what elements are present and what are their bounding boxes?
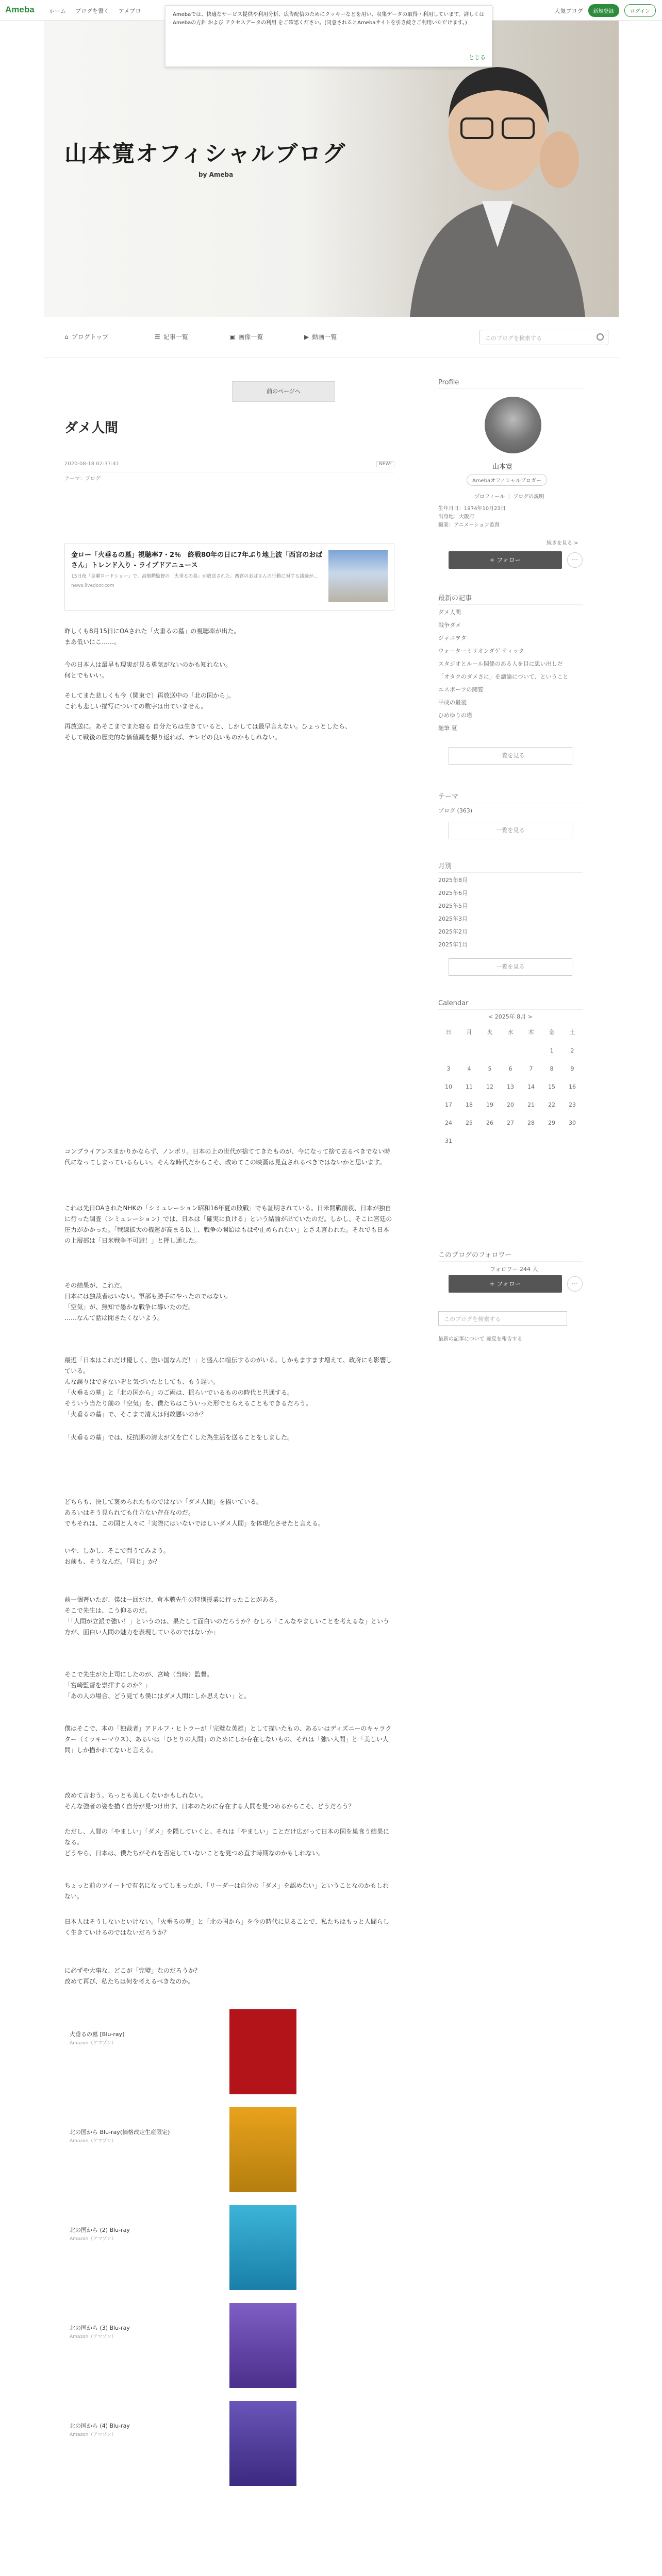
calendar-weekday: 土	[569, 1029, 575, 1036]
product-title: 北の国から (3) Blu-ray	[70, 2325, 130, 2331]
calendar-day[interactable]: 11	[466, 1083, 473, 1090]
news-desc: 15日夜「金曜ロードショー」で、高畑勲監督の「火垂るの墓」が放送された。西宮のおばさんの行動に対する議論が...	[71, 574, 318, 579]
followers-heading: このブログのフォロワー	[438, 1249, 583, 1262]
cookie-text: Amebaでは、快適なサービス提供や利用分析、広告配信のためにクッキーなどを用い、収集データの取得・利用しています。詳しくは Amebaの方針 および アクセスデータの利用 をご確認ください。(同意されるとAmebaサイトを引き続きご利用いただけます。)	[173, 12, 485, 26]
product-image	[229, 2303, 296, 2388]
calendar-day	[521, 1047, 541, 1054]
calendar-day[interactable]: 16	[569, 1083, 576, 1090]
entry-theme[interactable]: テーマ：ブログ	[64, 476, 101, 482]
product-seller: Amazon（アマゾン）	[70, 2236, 117, 2242]
product-card[interactable]	[64, 2009, 302, 2102]
follow-button[interactable]: + フォロー	[449, 551, 562, 569]
paragraph: 最近「日本はこれだけ優しく、強い国なんだ！」と盛んに喧伝するのがいる。しかもますます増えて、政府にも影響している。 んな誤りはできないぞと気づいたとしても、もう遅い。 「火垂るの墓」と「北の国から」のご両は、揺らいでいるものの時代と共通する。 そういう当たり前の「空気」を、僕たちはこういった形でとらえることもできるだろう。 「火垂るの墓」で、そこまで清太は何故悪いのか？	[64, 1357, 392, 1418]
calendar-day[interactable]: 12	[486, 1083, 493, 1090]
recent-item[interactable]: 「オタクのダメさに」を議論について、ということ	[438, 673, 569, 680]
paragraph: そしてまた悲しくも今（関東で）再放送中の「北の国から」。 これも悲しい描写についての数字は出ていません。	[64, 692, 235, 710]
header-search-input[interactable]	[479, 330, 608, 345]
month-item[interactable]: 2025年6月	[438, 890, 468, 896]
prev-page-button[interactable]: 前のページへ	[232, 381, 335, 402]
nav-articles[interactable]	[155, 332, 188, 341]
recent-item[interactable]: スタジオとルール関係のある人を目に思い出しだ	[438, 660, 563, 667]
entry-date: 2020-08-18 02:37:41	[64, 461, 120, 467]
top-nav-ameblo[interactable]: アメブロ	[119, 8, 141, 14]
paragraph: 「火垂るの墓」では、反抗期の清太が父を亡くした為生活を送ることをしました。	[64, 1434, 294, 1441]
follow-button-2[interactable]: + フォロー	[449, 1275, 562, 1293]
nav-videos-label: 動画一覧	[312, 333, 337, 341]
recent-heading: 最新の記事	[438, 592, 583, 605]
calendar-day[interactable]: 3	[446, 1065, 451, 1072]
months-more-button[interactable]: 一覧を見る	[449, 958, 572, 976]
avatar[interactable]	[485, 397, 541, 453]
paragraph: 今の日本人は最早も現実が見る勇気がないのかも知れない。 何とでもいい。	[64, 661, 232, 679]
calendar-day[interactable]: 30	[569, 1120, 576, 1126]
calendar-day[interactable]: 31	[445, 1138, 452, 1144]
paragraph: ちょっと前のツイートで有名になってしまったが、「リーダーは自分の「ダメ」を認めない」ということなのかもしれない。	[64, 1882, 389, 1900]
nav-articles-label: 記事一覧	[163, 333, 188, 341]
calendar-day	[500, 1047, 521, 1054]
sidebar-search-input[interactable]: このブログを検索する	[438, 1311, 567, 1326]
top-right	[555, 4, 656, 17]
paragraph: 僕はそこで、本の「独裁者」アドルフ・ヒトラーが「完璧な英雄」として描いたもの、あるいはディズニーのキャラクター（ミッキーマウス）、あるいは「ひとりの人間」のためにしか存在しないもの、それは「強い人間」と「美しい人間」しか描かれてないと言える。	[64, 1725, 392, 1754]
calendar-heading: Calendar	[438, 999, 583, 1010]
image-icon: ▣	[229, 333, 236, 341]
entry-meta	[64, 461, 394, 472]
calendar-day[interactable]: 1	[550, 1047, 554, 1054]
calendar-day[interactable]: 9	[570, 1065, 574, 1072]
paragraph: いや、しかし、そこで問うてみよう。 お前も、そうなんだ。「同じ」か？	[64, 1547, 170, 1565]
month-item[interactable]: 2025年8月	[438, 877, 468, 884]
calendar-day	[459, 1047, 479, 1054]
paragraph: 日本人はそうしないといけない。「火垂るの墓」と「北の国から」を今の時代に見ることで、私たちはもっと人間らしく生きていけるのではないだろうか？	[64, 1918, 389, 1936]
nav-blog-top[interactable]	[64, 332, 108, 341]
profile-bio: 生年月日：1974年10月23日 出身地：大阪府 職業：アニメーション監督	[438, 506, 506, 528]
top-nav-write[interactable]: ブログを書く	[75, 8, 109, 14]
calendar-day[interactable]: 7	[529, 1065, 533, 1072]
cookie-notice	[165, 5, 492, 67]
search-icon[interactable]	[597, 333, 604, 341]
calendar-day[interactable]: 8	[550, 1065, 554, 1072]
calendar-day[interactable]: 22	[548, 1101, 555, 1108]
profile-links[interactable]: プロフィール ｜ ブログの説明	[474, 494, 544, 500]
top-nav	[49, 7, 141, 15]
theme-heading: テーマ	[438, 791, 583, 803]
nav-videos[interactable]	[304, 332, 337, 341]
header-search-placeholder: このブログを検索する	[485, 335, 542, 342]
calendar-day	[438, 1047, 459, 1054]
ameba-logo[interactable]: Ameba	[5, 5, 35, 14]
calendar-weekday: 火	[487, 1029, 493, 1036]
month-item[interactable]: 2025年1月	[438, 941, 468, 948]
calendar-day[interactable]: 27	[507, 1120, 514, 1126]
recent-item[interactable]: 戦争ダメ	[438, 622, 461, 629]
calendar-day[interactable]: 17	[445, 1101, 452, 1108]
news-thumbnail	[328, 550, 388, 602]
register-button[interactable]: 新規登録	[588, 4, 619, 17]
recent-item[interactable]: エスポーツの閲覧	[438, 686, 484, 693]
calendar-title[interactable]: < 2025年 8月 >	[488, 1013, 533, 1020]
report-link[interactable]: 最新の記事について 違反を報告する	[438, 1336, 522, 1342]
profile-name[interactable]: 山本寛	[492, 463, 513, 471]
recent-item[interactable]: 平成の最後	[438, 699, 467, 706]
calendar-day[interactable]: 26	[486, 1120, 493, 1126]
entry-title: ダメ人間	[64, 420, 119, 436]
calendar-day[interactable]: 29	[548, 1120, 555, 1126]
product-title: 火垂るの墓 [Blu-ray]	[70, 2031, 125, 2038]
product-seller: Amazon（アマゾン）	[70, 2139, 117, 2144]
product-image	[229, 2009, 296, 2094]
month-item[interactable]: 2025年2月	[438, 928, 468, 935]
recent-item[interactable]: ひめゆりの塔	[438, 712, 472, 719]
paragraph: 昨しくも8月15日にOAされた「火垂るの墓」の視聴率が出た。 まあ低いにこ……。	[64, 628, 240, 646]
product-seller: Amazon（アマゾン）	[70, 2432, 117, 2437]
list-icon: ☰	[155, 333, 160, 341]
news-title: 金ロー「火垂るの墓」視聴率7・2％ 終戦80年の日に7年ぶり地上波「西宮のおばさん」トレンド入り - ライブドアニュース	[71, 551, 323, 569]
recent-item[interactable]: ジャニヲタ	[438, 635, 467, 641]
product-image	[229, 2107, 296, 2192]
calendar-day[interactable]: 13	[507, 1083, 514, 1090]
calendar-day[interactable]: 4	[467, 1065, 471, 1072]
calendar-day[interactable]: 14	[527, 1083, 535, 1090]
calendar-day[interactable]: 25	[466, 1120, 473, 1126]
popular-blogs-link[interactable]: 人気ブログ	[554, 7, 583, 14]
product-card[interactable]	[64, 2303, 302, 2396]
paragraph: 改めて言おう。ちっとも美しくないかもしれない。 そんな強者の姿を描く自分が見つけ出す、日本のために存在する人間を見つめるからこそ、どうだろう？	[64, 1792, 355, 1810]
calendar-day[interactable]: 18	[466, 1101, 473, 1108]
paragraph: ただし、人間の「やましい」「ダメ」を隠していくと、それは「やましい」ことだけ広がって日本の国を巣食う結果になる。 どうやら、日本は、僕たちがそれを否定していないことを見つめ直す時期なのかもしれない。	[64, 1828, 390, 1857]
blog-nav	[44, 317, 619, 358]
paragraph: に必ずや大事な、どこが「完璧」なのだろうか？ 改めて再び、私たちは何を考えるべきなのか。	[64, 1967, 201, 1985]
theme-item[interactable]: ブログ (363)	[438, 807, 473, 814]
paragraph: 前一個著いたが、僕は一回だけ、倉本聰先生の特別授業に行ったことがある。 そこで先生は、こう仰るのだ。 「「人間が立派で強い！」というのは、果たして面白いのだろうか？むしろ「こんなやましいことを考えるな」という方が、面白い人間の魅力を表現しているのではないか」	[64, 1596, 390, 1636]
theme-more-button[interactable]: 一覧を見る	[449, 822, 572, 839]
calendar-day[interactable]: 23	[569, 1101, 576, 1108]
calendar-day[interactable]: 6	[508, 1065, 512, 1072]
product-seller: Amazon（アマゾン）	[70, 2041, 117, 2046]
recent-more-button[interactable]: 一覧を見る	[449, 747, 572, 765]
calendar-day[interactable]: 15	[548, 1083, 555, 1090]
more-options-button[interactable]: ⋯	[567, 552, 583, 568]
blog-title: 山本寛オフィシャルブログ	[64, 141, 346, 167]
product-card[interactable]	[64, 2401, 302, 2494]
product-card[interactable]	[64, 2107, 302, 2200]
video-icon: ▶	[304, 333, 309, 341]
nav-images[interactable]	[229, 332, 263, 341]
cookie-close-button[interactable]: とじる	[469, 54, 486, 61]
new-badge: NEW!	[376, 461, 394, 467]
paragraph: 再放送に。あそこまでまた寝る 自分たちは生きていると、しかしては最早言えない。ひょっとしたら、 そして戦後の歴史的な価値観を振り返れば、テレビの良いものかもしれない。	[64, 723, 351, 741]
official-badge: Amebaオフィシャルブロガー	[467, 474, 547, 486]
home-icon: ⌂	[64, 333, 69, 341]
profile-heading: Profile	[438, 379, 583, 389]
calendar-day[interactable]: 24	[445, 1120, 452, 1126]
recent-item[interactable]: 随筆 夏	[438, 725, 457, 732]
profile-more-link[interactable]: 続きを見る >	[547, 540, 578, 546]
product-title: 北の国から (2) Blu-ray	[70, 2227, 130, 2233]
calendar-weekday: 月	[466, 1029, 472, 1036]
calendar-day[interactable]: 5	[488, 1065, 492, 1072]
product-title: 北の国から (4) Blu-ray	[70, 2422, 130, 2429]
blog-subtitle: by Ameba	[198, 171, 234, 178]
login-button[interactable]: ログイン	[624, 4, 656, 17]
calendar-weekday: 木	[528, 1029, 534, 1036]
calendar-day[interactable]: 10	[445, 1083, 452, 1090]
product-image	[229, 2205, 296, 2290]
calendar	[438, 1012, 583, 1144]
nav-blog-top-label: ブログトップ	[71, 333, 109, 341]
paragraph: これは先日OAされたNHKの「シミュレーション昭和16年夏の敗戦」でも証明されている。日米開戦前夜、日本が独自に行った調査（シミュレーション）では、日本は「確実に負ける」という結論が出ていたのだ。しかし、そこに宮廷の圧力がかかった。「戦線拡大の機運が高まる以上、戦争の開始はもはや止められない」とさえ言われた。それでも日本の上層部は「日米戦争不可避！」と押し通した。	[64, 1205, 392, 1244]
more-options-button-2[interactable]: ⋯	[567, 1276, 583, 1292]
calendar-weekday: 日	[445, 1029, 452, 1036]
calendar-day[interactable]: 28	[527, 1120, 535, 1126]
calendar-weekday: 金	[549, 1029, 555, 1036]
author-photo	[400, 41, 595, 317]
product-seller: Amazon（アマゾン）	[70, 2334, 117, 2340]
month-item[interactable]: 2025年3月	[438, 916, 468, 922]
paragraph: どちらも、決して褒められたものではない「ダメ人間」を描いている。 あるいはそう見られても仕方ない存在なのだ。 でもそれは、この国と人々に「実際にはいないでほしいダメ人間」を体現化させたと言える。	[64, 1498, 325, 1527]
calendar-day[interactable]: 20	[507, 1101, 514, 1108]
recent-item[interactable]: ダメ人間	[438, 609, 461, 616]
calendar-day[interactable]: 19	[486, 1101, 493, 1108]
top-nav-home[interactable]: ホーム	[49, 8, 66, 14]
calendar-weekday: 水	[507, 1029, 514, 1036]
news-source: news.livedoor.com	[71, 583, 114, 588]
calendar-day[interactable]: 2	[570, 1047, 574, 1054]
month-item[interactable]: 2025年5月	[438, 903, 468, 909]
calendar-day	[479, 1047, 500, 1054]
calendar-day[interactable]: 21	[527, 1101, 535, 1108]
calendar-grid	[438, 1028, 583, 1144]
paragraph: その結果が、これだ。 日本には独裁者はいない。軍部も勝手にやったのではない。 「空気」が、無知で愚かな戦争に導いたのだ。 ……なんて話は聞きたくないよう。	[64, 1282, 232, 1321]
monthly-heading: 月別	[438, 860, 583, 873]
paragraph: そこで先生がた上司にしたのが、宮崎（当時）監督。 「宮崎監督を崇拝するのか？」 「あの人の場合、どう見ても僕にはダメ人間にしか思えない」と。	[64, 1671, 251, 1700]
recent-item[interactable]: ウォーターミリオンダゲ ティック	[438, 648, 524, 654]
product-card[interactable]	[64, 2205, 302, 2298]
followers-count[interactable]: フォロワー 244 人	[490, 1266, 538, 1273]
nav-images-label: 画像一覧	[238, 333, 263, 341]
paragraph: コンプライアンスまかりかならず、ノンポリ。日本の上の世代が捨ててきたものが、今になって捨て去るべきでない時代になってしまっているらしい。そんな時代だからこそ、改めてこの映画は見直されるべきではないかと思います。	[64, 1148, 391, 1166]
product-title: 北の国から Blu-ray(価格改定生産限定)	[70, 2129, 170, 2136]
news-link-card[interactable]	[64, 544, 394, 611]
product-image	[229, 2401, 296, 2486]
